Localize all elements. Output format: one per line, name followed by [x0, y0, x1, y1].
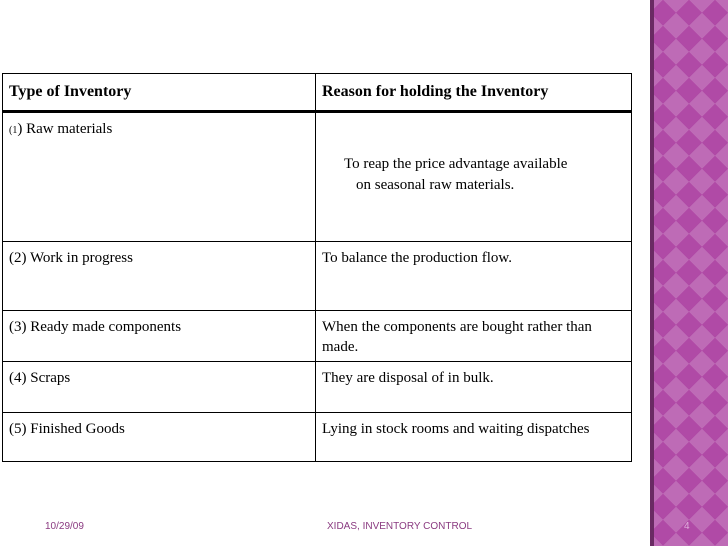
footer-page-number: 4 [684, 521, 690, 532]
type-label: ) Raw materials [17, 121, 113, 137]
cell-reason: Lying in stock rooms and waiting dispatches [316, 413, 632, 462]
cell-reason: When the components are bought rather than made. [316, 311, 632, 362]
inventory-table [2, 73, 632, 462]
table-header-row [3, 74, 632, 112]
cell-reason [316, 112, 632, 242]
footer-title: XIDAS, INVENTORY CONTROL [327, 521, 473, 532]
cell-reason: To balance the production flow. [316, 242, 632, 311]
side-panel-edge [650, 0, 654, 546]
table-row [3, 242, 632, 311]
cell-type [3, 112, 316, 242]
header-type-of-inventory: Type of Inventory [3, 74, 316, 112]
cell-type: (4) Scraps [3, 362, 316, 413]
reason-text: To reap the price advantage available on seasonal raw materials. [344, 156, 568, 193]
header-reason: Reason for holding the Inventory [316, 74, 632, 112]
row-number: (1 [9, 125, 18, 136]
footer-date: 10/29/09 [45, 521, 84, 532]
cell-type: (2) Work in progress [3, 242, 316, 311]
cell-reason: They are disposal of in bulk. [316, 362, 632, 413]
cell-type: (3) Ready made components [3, 311, 316, 362]
cell-type: (5) Finished Goods [3, 413, 316, 462]
decorative-side-panel [650, 0, 728, 546]
table-row [3, 112, 632, 242]
table-row [3, 413, 632, 462]
table-row [3, 311, 632, 362]
table-row [3, 362, 632, 413]
